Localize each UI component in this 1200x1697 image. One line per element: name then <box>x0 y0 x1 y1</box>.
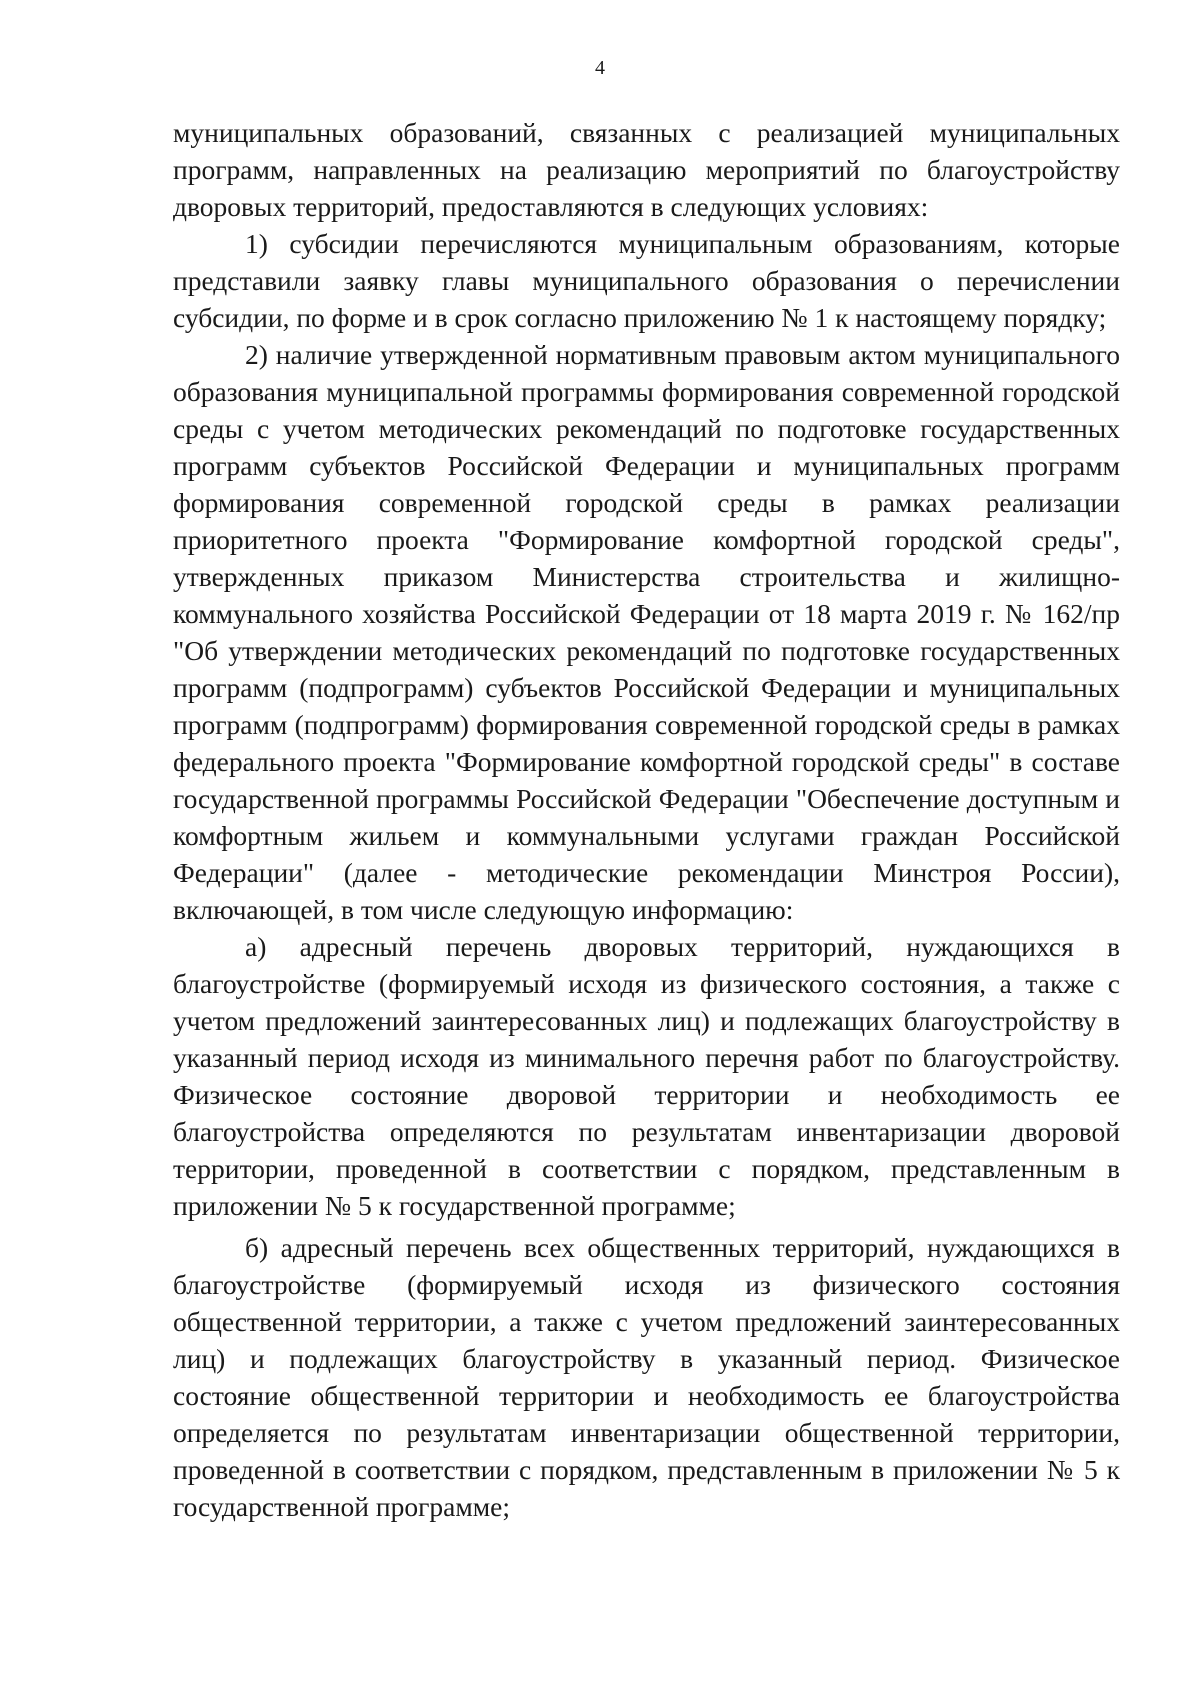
paragraph-item-2: 2) наличие утвержденной нормативным правовым актом муниципального образования муниципальной программы формирования современной городской среды с учетом методических рекомендаций по подготовке государственных программ субъектов Российской Федерации и муниципальных программ формирования современной городской среды в рамках реализации приоритетного проекта "Формирование комфортной городской среды", утвержденных приказом Министерства строительства и жилищно-коммунального хозяйства Российской Федерации от 18 марта 2019 г. № 162/пр "Об утверждении методических рекомендаций по подготовке государственных программ (подпрограмм) субъектов Российской Федерации и муниципальных программ (подпрограмм) формирования современной городской среды в рамках федерального проекта "Формирование комфортной городской среды" в составе государственной программы Российской Федерации "Обеспечение доступным и комфортным жильем и коммунальными услугами граждан Российской Федерации" (далее - методические рекомендации Минстроя России), включающей, в том числе следующую информацию: <box>173 339 1120 925</box>
paragraph-continuation: муниципальных образований, связанных с реализацией муниципальных программ, направленных на реализацию мероприятий по благоустройству дворовых территорий, предоставляются в следующих условиях: <box>173 117 1120 222</box>
paragraph-item-1: 1) субсидии перечисляются муниципальным образованиям, которые представили заявку главы муниципального образования о перечислении субсидии, по форме и в срок согласно приложению № 1 к настоящему порядку; <box>173 228 1120 333</box>
paragraph-item-b: б) адресный перечень всех общественных территорий, нуждающихся в благоустройстве (формируемый исходя из физического состояния общественной территории, а также с учетом предложений заинтересованных лиц) и подлежащих благоустройству в указанный период. Физическое состояние общественной территории и необходимость ее благоустройства определяется по результатам инвентаризации общественной территории, проведенной в соответствии с порядком, представленным в приложении № 5 к государственной программе; <box>173 1232 1120 1522</box>
document-body <box>173 114 1120 1525</box>
paragraph-item-a: а) адресный перечень дворовых территорий, нуждающихся в благоустройстве (формируемый исходя из физического состояния, а также с учетом предложений заинтересованных лиц) и подлежащих благоустройству в указанный период исходя из минимального перечня работ по благоустройству. Физическое состояние дворовой территории и необходимость ее благоустройства определяются по результатам инвентаризации дворовой территории, проведенной в соответствии с порядком, представленным в приложении № 5 к государственной программе; <box>173 931 1120 1221</box>
page-number: 4 <box>595 57 605 79</box>
